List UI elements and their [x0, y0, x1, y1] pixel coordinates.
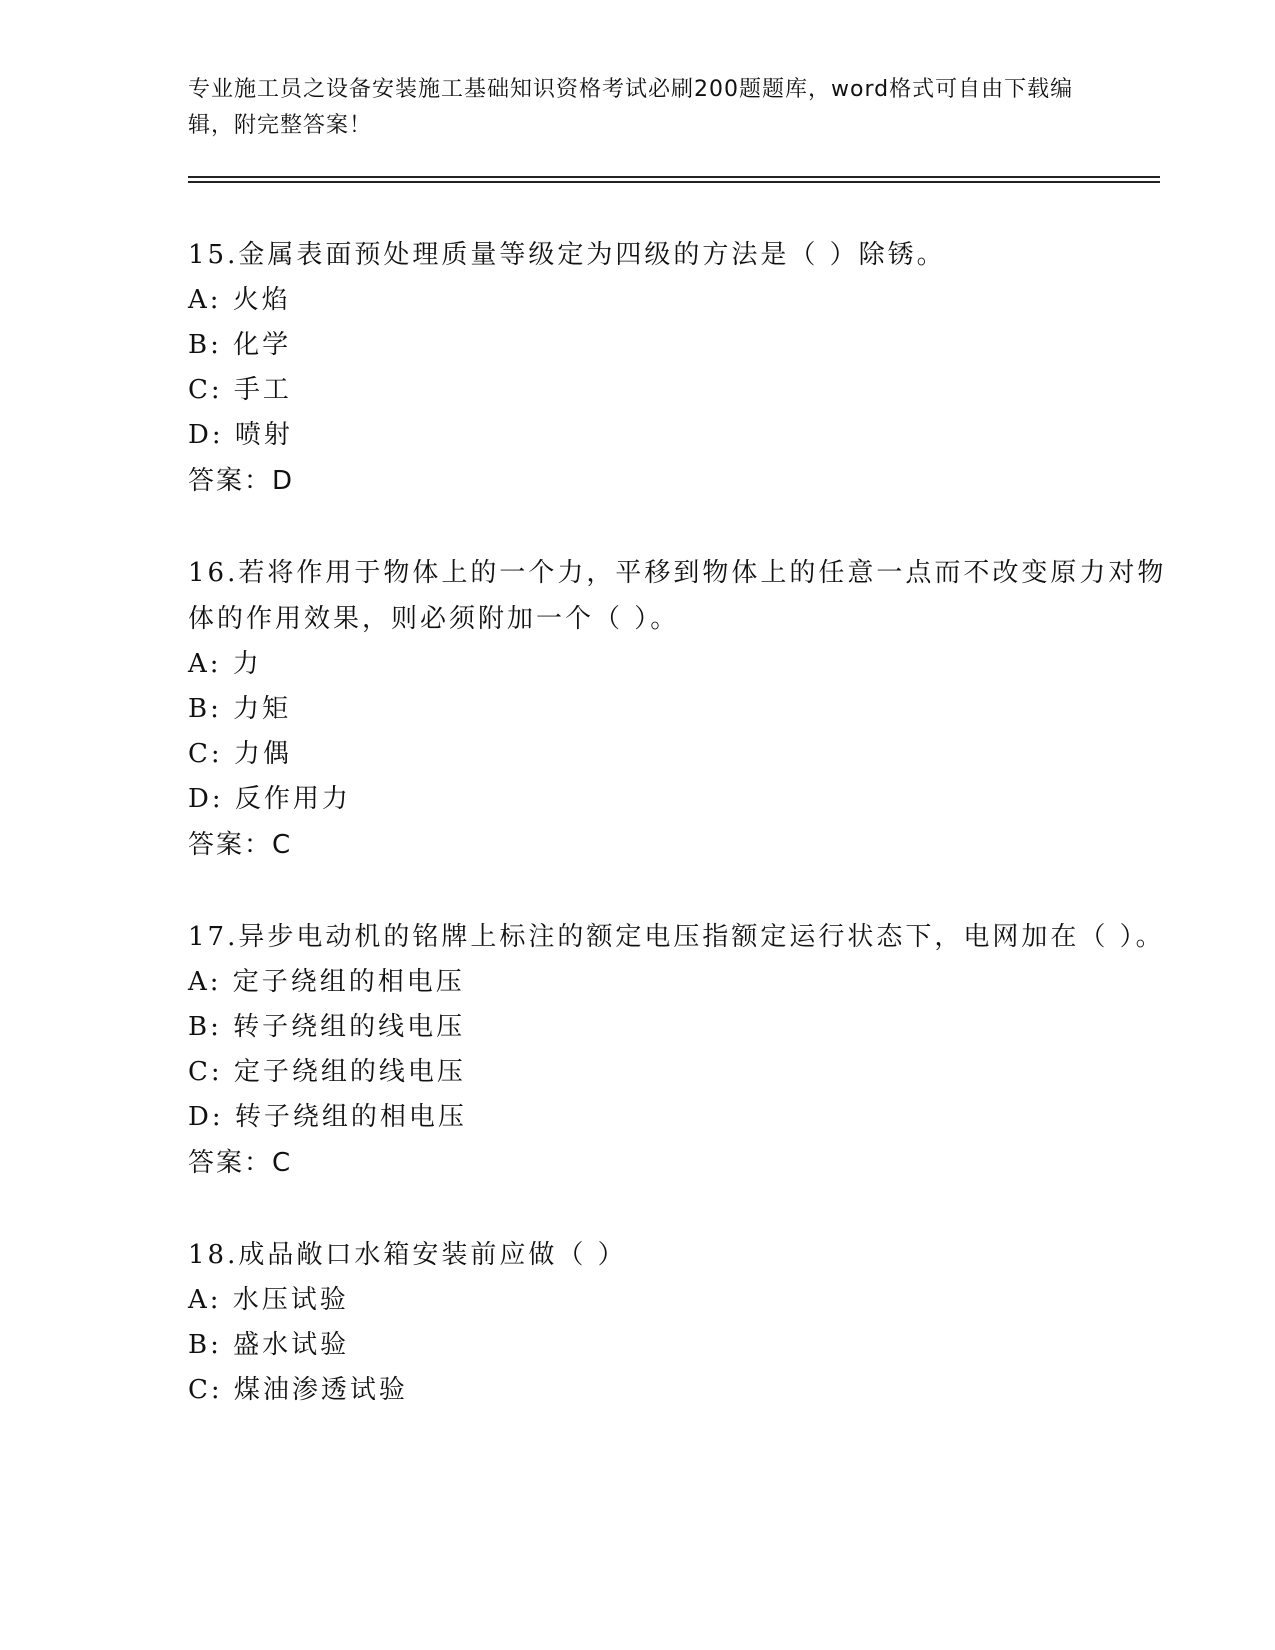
question-text: 15.金属表面预处理质量等级定为四级的方法是（ ）除锈。 — [188, 240, 946, 270]
document-header: 专业施工员之设备安装施工基础知识资格考试必刷200题题库，word格式可自由下载编辑，附完整答案！ — [188, 77, 1074, 138]
option-a: A: 火焰 — [188, 285, 291, 315]
option-c: C: 力偶 — [188, 739, 292, 769]
header-divider-top — [188, 176, 1160, 178]
option-a: A: 定子绕组的相电压 — [188, 967, 465, 997]
option-c: C: 定子绕组的线电压 — [188, 1057, 466, 1087]
option-b: B: 转子绕组的线电压 — [188, 1012, 466, 1042]
question-17 — [188, 914, 1188, 1186]
answer: 答案：C — [188, 830, 293, 860]
question-text: 17.异步电动机的铭牌上标注的额定电压指额定运行状态下，电网加在（ ）。 — [188, 922, 1165, 952]
question-list — [188, 232, 1188, 1459]
option-d: D: 转子绕组的相电压 — [188, 1102, 467, 1132]
option-a: A: 水压试验 — [188, 1285, 349, 1315]
question-18 — [188, 1232, 1188, 1413]
option-b: B: 化学 — [188, 330, 292, 360]
question-15 — [188, 232, 1188, 504]
question-text: 16.若将作用于物体上的一个力，平移到物体上的任意一点而不改变原力对物体的作用效果，则必须附加一个（ ）。 — [188, 558, 1167, 634]
option-b: B: 力矩 — [188, 694, 292, 724]
question-16 — [188, 550, 1188, 868]
question-text: 18.成品敞口水箱安装前应做（ ） — [188, 1240, 627, 1270]
answer: 答案：C — [188, 1148, 293, 1178]
header-divider-bottom — [188, 181, 1160, 183]
answer: 答案：D — [188, 466, 295, 496]
option-d: D: 反作用力 — [188, 784, 351, 814]
option-c: C: 煤油渗透试验 — [188, 1375, 408, 1405]
option-d: D: 喷射 — [188, 420, 293, 450]
option-a: A: 力 — [188, 649, 262, 679]
option-c: C: 手工 — [188, 375, 292, 405]
option-b: B: 盛水试验 — [188, 1330, 350, 1360]
